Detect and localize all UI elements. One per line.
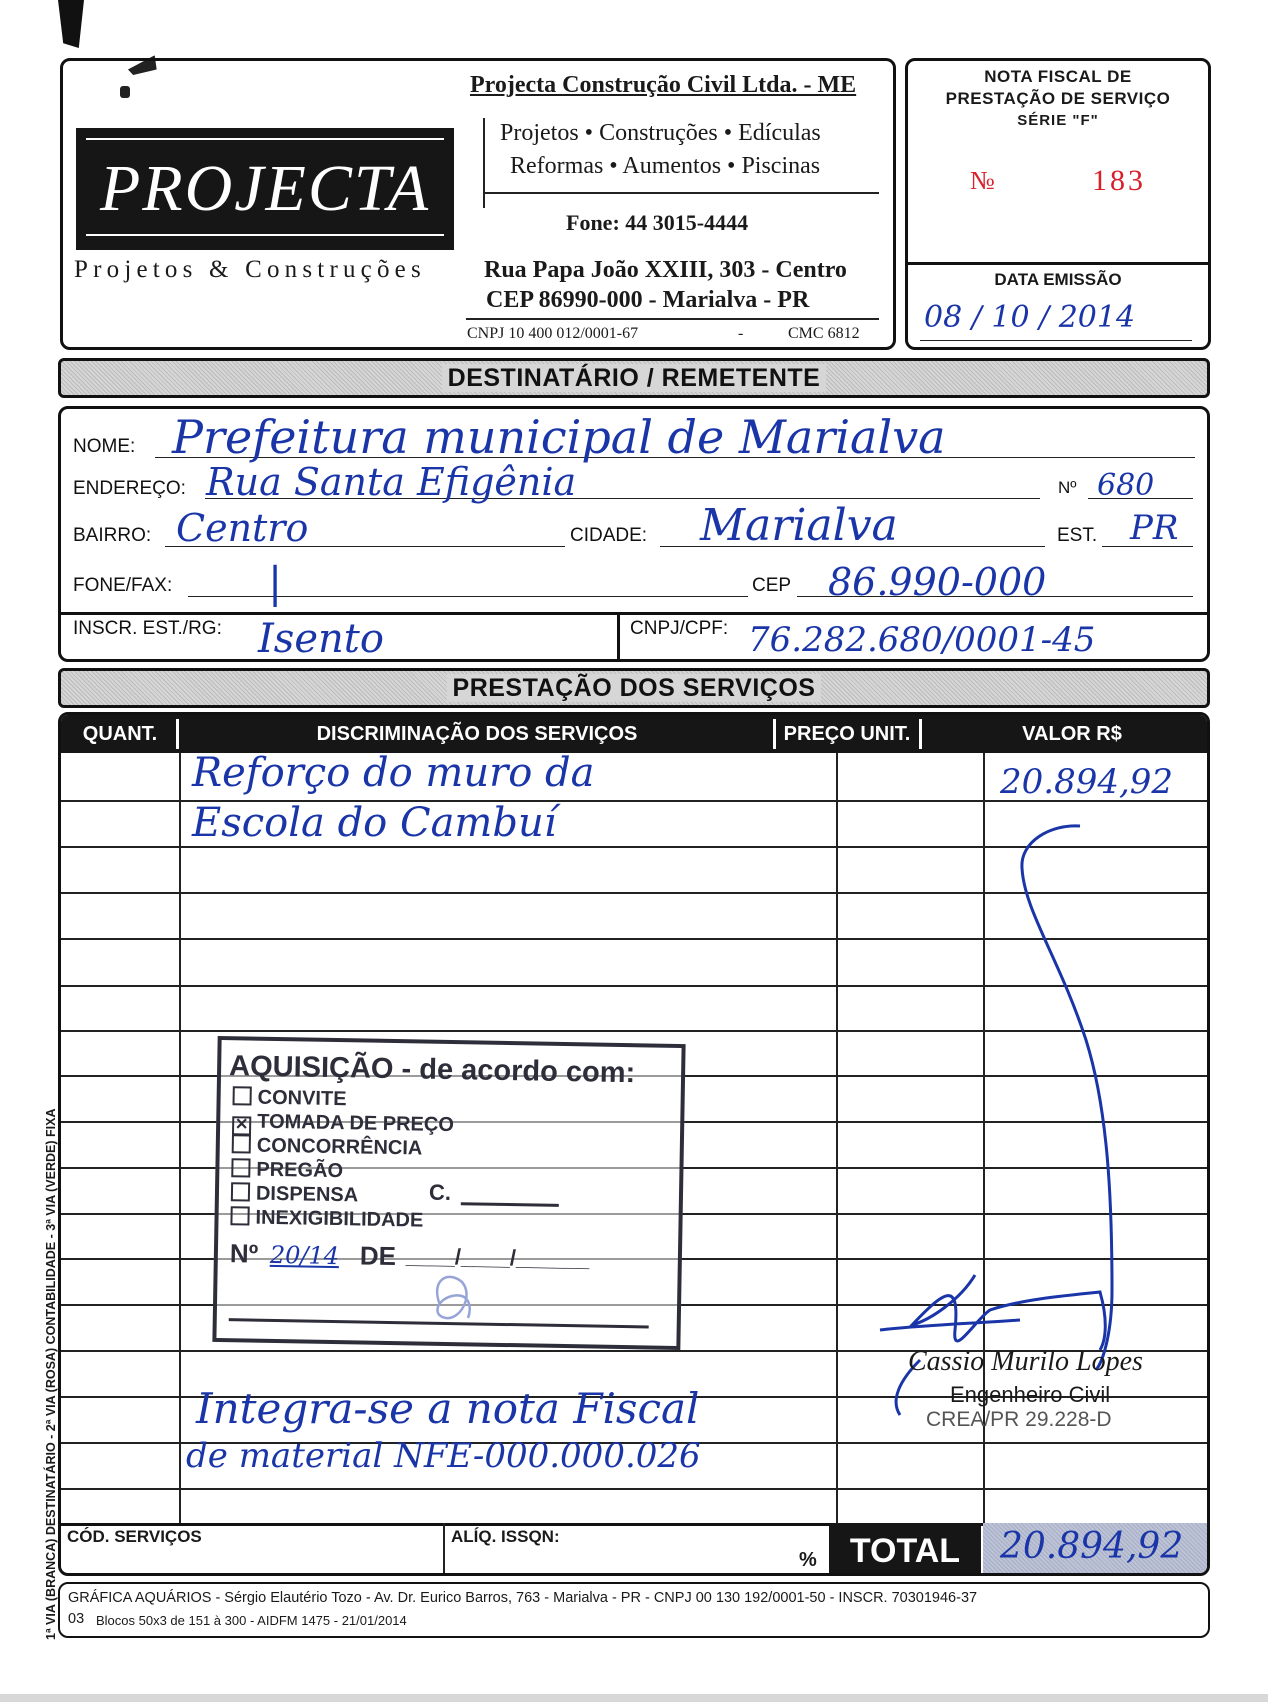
district-label: BAIRRO: [73,525,152,546]
checkbox-checked-icon: ✕ [232,1116,251,1135]
invoice-date: 08 / 10 / 2014 [924,300,1136,335]
checkbox-icon [232,1134,251,1153]
name-label: NOME: [73,436,136,457]
city-label: CIDADE: [570,525,648,546]
stamp-de-label: DE [359,1240,397,1272]
state-label: EST. [1057,525,1098,546]
signature-crea: CREA/PR 29.228-D [926,1408,1112,1431]
signature-name: Cassio Murilo Lopes [908,1346,1143,1377]
city-value: Marialva [700,500,898,551]
signature-title: Engenheiro Civil [950,1382,1111,1407]
value-column-stroke [1022,826,1112,1370]
stamp-option-convite: CONVITE [232,1086,346,1111]
cnpj-label: CNPJ/CPF: [630,618,729,639]
col-unit: PREÇO UNIT. [783,723,911,745]
stamp-date-blank: ____/____/______ [405,1243,590,1272]
name-value: Prefeitura municipal de Marialva [172,410,946,464]
stamp-option-inexigibilidade: INEXIGIBILIDADE [230,1206,423,1232]
stamp-option-tomada: ✕ TOMADA DE PREÇO [232,1110,454,1139]
district-value: Centro [176,506,309,550]
address-value: Rua Santa Efigênia [206,460,577,504]
service-note-1: Integra-se a nota Fiscal [196,1384,700,1433]
recipient-section-title: DESTINATÁRIO / REMETENTE [442,364,827,392]
invoice-date-label: DATA EMISSÃO [994,270,1122,289]
printer-line-1: GRÁFICA AQUÁRIOS - Sérgio Elautério Tozo - Av. Dr. Eurico Barros, 763 - Marialva - PR - CNPJ 00 130 192/0001-50 - INSCR. 70301946-37 [68,1590,978,1606]
aliq-label: ALÍQ. ISSQN: [451,1527,560,1546]
company-phone: Fone: 44 3015-4444 [566,210,749,235]
cep-label: CEP [752,575,792,596]
col-quant: QUANT. [82,723,158,745]
ie-label: INSCR. EST./RG: [73,618,222,639]
company-services-2: Reformas • Aumentos • Piscinas [510,153,821,179]
stamp-number-value: 20/14 [269,1240,340,1271]
invoice-number: 183 [1092,164,1146,197]
phone-label: FONE/FAX: [73,575,173,596]
printer-line-2-num: 03 [68,1611,85,1627]
ie-value: Isento [258,616,384,662]
invoice-number-label: № [970,166,995,195]
service-desc-2: Escola do Cambuí [192,800,557,846]
phone-value: | [268,558,283,607]
service-note-2: de material NFE-000.000.026 [186,1436,701,1476]
company-city: CEP 86990-000 - Marialva - PR [486,287,810,313]
percent-sign: % [799,1549,817,1571]
total-value: 20.894,92 [1000,1526,1184,1567]
services-section-title: PRESTAÇÃO DOS SERVIÇOS [447,674,822,702]
stamp-option-concorrencia: CONCORRÊNCIA [232,1134,423,1160]
stamp-title: AQUISIÇÃO - de acordo com: [228,1050,636,1090]
cep-value: 86.990-000 [828,560,1047,604]
scan-edge [0,1694,1268,1702]
stamp-c-label: C. [428,1179,452,1206]
stamp-option-pregao: PREGÃO [231,1158,343,1183]
stamp-c-line [461,1202,559,1207]
col-desc: DISCRIMINAÇÃO DOS SERVIÇOS [316,723,638,745]
service-desc-1: Reforço do muro da [192,750,595,796]
company-separator: - [738,325,744,342]
checkbox-icon [231,1158,250,1177]
address-label: ENDEREÇO: [73,478,186,499]
cod-services-label: CÓD. SERVIÇOS [67,1527,202,1546]
company-address: Rua Papa João XXIII, 303 - Centro [484,257,847,283]
logo-text: PROJECTA [99,152,431,225]
checkbox-icon [230,1206,249,1225]
address-number-value: 680 [1097,468,1155,503]
address-number-label: Nº [1058,478,1077,497]
col-value: VALOR R$ [1022,723,1122,745]
invoice-title-1: NOTA FISCAL DE [984,67,1132,86]
state-value: PR [1130,508,1179,548]
stamp-signature-line [229,1318,649,1328]
checkbox-icon [232,1086,251,1105]
stamp-option-dispensa: DISPENSA [231,1182,359,1207]
company-name: Projecta Construção Civil Ltda. - ME [470,72,857,98]
acquisition-stamp [212,1036,685,1350]
company-cnpj: CNPJ 10 400 012/0001-67 [467,325,639,342]
total-label-box: TOTAL [829,1523,981,1576]
cnpj-value: 76.282.680/0001-45 [748,620,1096,660]
company-services-1: Projetos • Construções • Edículas [500,120,821,146]
copy-distribution-text: 1ª VIA (BRANCA) DESTINATÁRIO - 2ª VIA (ROSA) CONTABILIDADE - 3ª VIA (VERDE) FIXA [44,1108,58,1640]
printer-line-2: Blocos 50x3 de 151 à 300 - AIDFM 1475 - 21/01/2014 [96,1613,407,1628]
invoice-series: SÉRIE "F" [1017,112,1099,129]
service-value: 20.894,92 [1000,762,1174,802]
invoice-title-2: PRESTAÇÃO DE SERVIÇO [945,89,1171,108]
logo-subtitle: Projetos & Construções [74,256,426,283]
company-cmc: CMC 6812 [788,325,860,342]
checkbox-icon [231,1182,250,1201]
stamp-number-label: Nº [229,1238,259,1269]
